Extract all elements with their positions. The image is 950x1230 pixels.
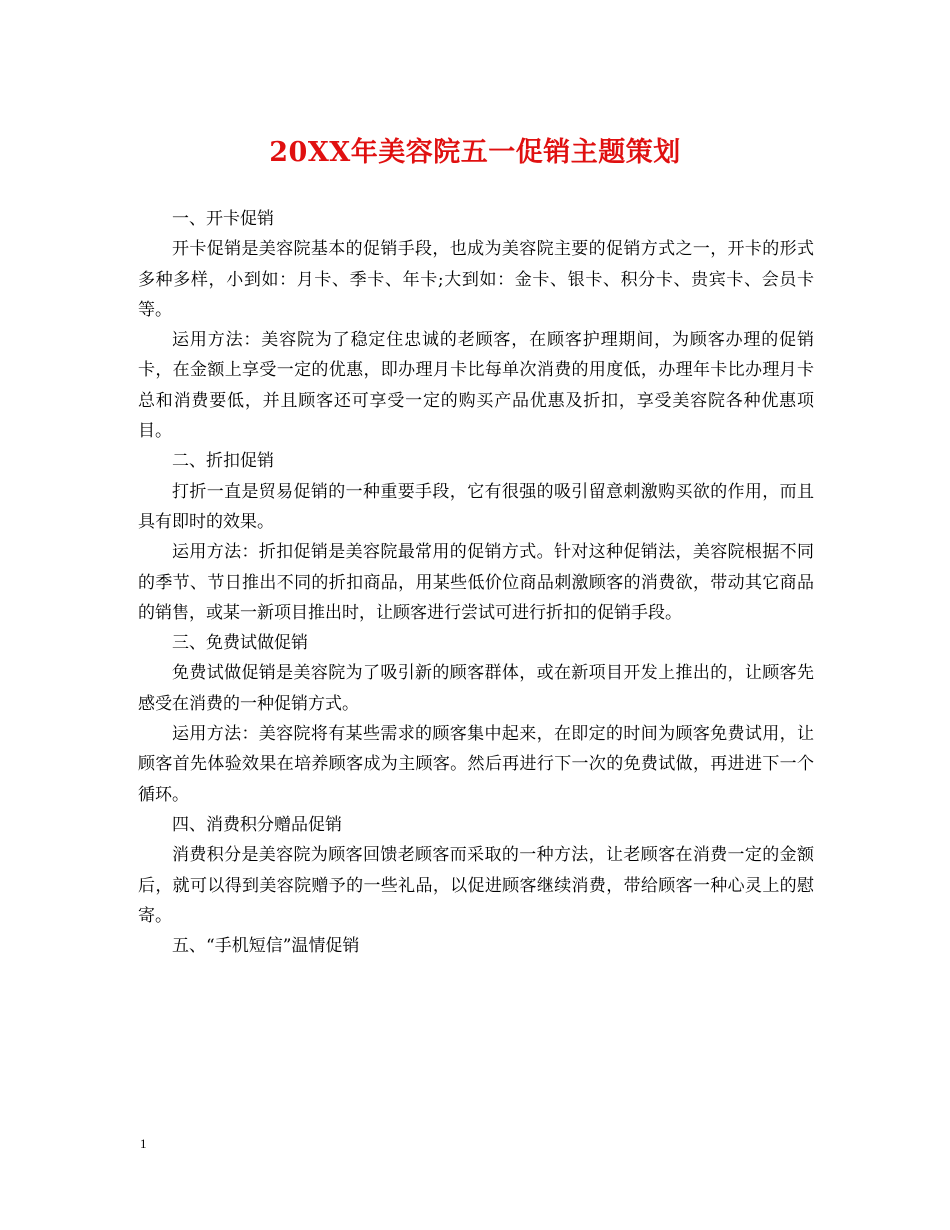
paragraph: 打折一直是贸易促销的一种重要手段，它有很强的吸引留意刺激购买欲的作用，而且具有即时的效果。 bbox=[138, 481, 814, 532]
paragraph: 免费试做促销是美容院为了吸引新的顾客群体，或在新项目开发上推出的，让顾客先感受在消费的一种促销方式。 bbox=[138, 663, 814, 714]
section-heading-4: 四、消费积分赠品促销 bbox=[172, 814, 342, 835]
paragraph: 开卡促销是美容院基本的促销手段，也成为美容院主要的促销方式之一，开卡的形式多种多样，小到如：月卡、季卡、年卡;大到如：金卡、银卡、积分卡、贵宾卡、会员卡等。 bbox=[138, 239, 814, 320]
section-heading-1: 一、开卡促销 bbox=[172, 209, 274, 229]
document-title: 20XX年美容院五一促销主题策划 bbox=[269, 137, 681, 168]
paragraph: 运用方法：美容院为了稳定住忠诚的老顾客，在顾客护理期间，为顾客办理的促销卡，在金额上享受一定的优惠，即办理月卡比每单次消费的用度低，办理年卡比办理月卡总和消费要低，并且顾客还可享受一定的购买产品优惠及折扣，享受美容院各种优惠项目。 bbox=[138, 330, 814, 442]
section-heading-5: 五、“手机短信”温情促销 bbox=[172, 936, 360, 957]
paragraph: 运用方法：美容院将有某些需求的顾客集中起来，在即定的时间为顾客免费试用，让顾客首先体验效果在培养顾客成为主顾客。然后再进行下一次的免费试做，再进进下一个循环。 bbox=[138, 724, 814, 805]
section-heading-2: 二、折扣促销 bbox=[172, 451, 274, 472]
page-number: 1 bbox=[140, 1136, 147, 1151]
section-heading-3: 三、免费试做促销 bbox=[172, 633, 308, 654]
paragraph: 消费积分是美容院为顾客回馈老顾客而采取的一种方法，让老顾客在消费一定的金额后，就可以得到美容院赠予的一些礼品，以促进顾客继续消费，带给顾客一种心灵上的慰寄。 bbox=[138, 845, 814, 926]
document-body bbox=[138, 204, 814, 961]
paragraph: 运用方法：折扣促销是美容院最常用的促销方式。针对这种促销法，美容院根据不同的季节、节日推出不同的折扣商品，用某些低价位商品刺激顾客的消费欲，带动其它商品的销售，或某一新项目推出时，让顾客进行尝试可进行折扣的促销手段。 bbox=[138, 542, 814, 623]
